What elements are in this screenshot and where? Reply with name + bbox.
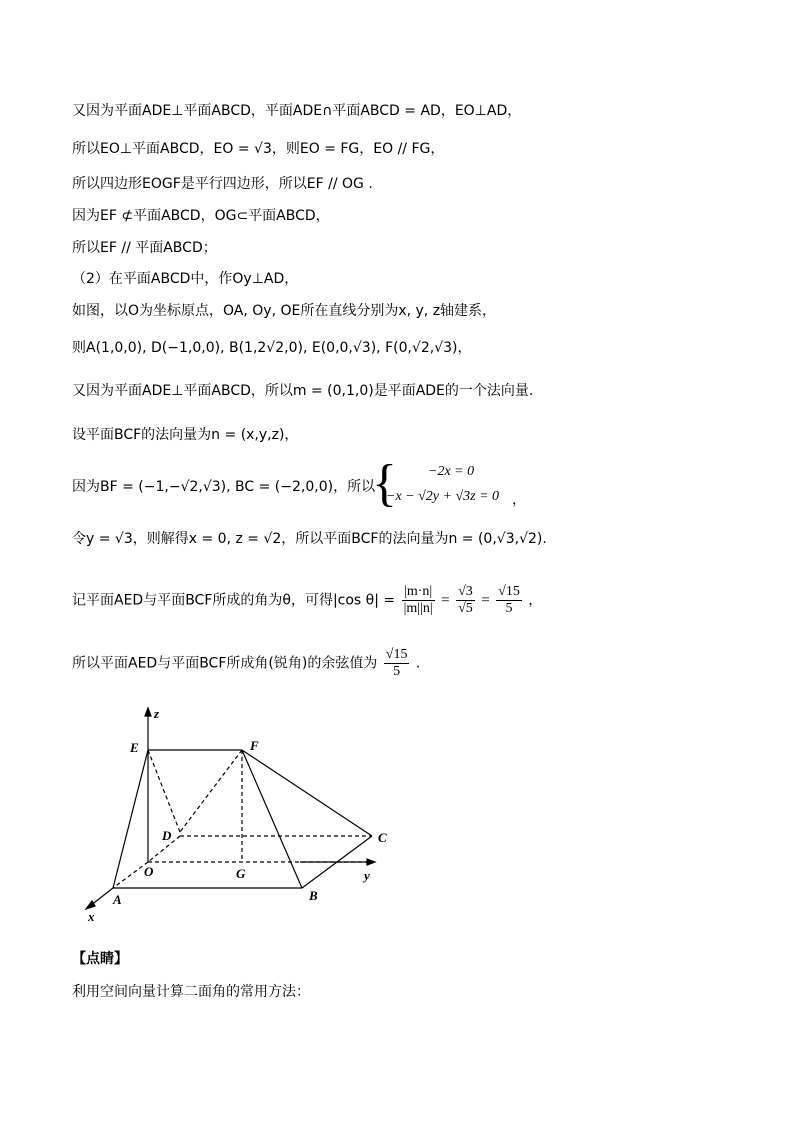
cos-text: 记平面AED与平面BCF所成的角为θ，可得|cos θ| = bbox=[72, 592, 396, 609]
text-line-1: 又因为平面ADE⊥平面ABCD，平面ADE∩平面ABCD = AD，EO⊥AD， bbox=[72, 103, 522, 119]
system-eq-2: −x − √2y + √3z = 0 bbox=[386, 489, 500, 504]
system-comma: ， bbox=[512, 493, 526, 508]
text-line-2: 所以EO⊥平面ABCD，EO = √3，则EO = FG，EO // FG， bbox=[72, 141, 445, 157]
label-O: O bbox=[144, 864, 154, 879]
fraction-result-den: 5 bbox=[505, 601, 513, 616]
edge-FD bbox=[180, 750, 242, 832]
label-B: B bbox=[309, 888, 318, 903]
fraction-root-num: √3 bbox=[458, 584, 473, 599]
fraction-dot-num: |m·n| bbox=[402, 584, 435, 601]
text-line-4: 因为EF ⊄平面ABCD，OG⊂平面ABCD， bbox=[72, 208, 330, 224]
label-z: z bbox=[154, 706, 160, 721]
axis-z-arrow bbox=[145, 708, 151, 716]
label-E: E bbox=[130, 740, 139, 755]
text-line-7: 如图，以O为坐标原点，OA, Oy, OE所在直线分别为x, y, z轴建系， bbox=[72, 303, 497, 319]
fraction-final-den: 5 bbox=[393, 664, 401, 679]
fraction-root-den: √5 bbox=[458, 601, 473, 616]
fraction-result-num: √15 bbox=[498, 584, 520, 599]
text-line-3: 所以四边形EOGF是平行四边形，所以EF // OG . bbox=[72, 176, 373, 192]
fraction-dot-den: |m||n| bbox=[403, 601, 433, 616]
text-line-9: 又因为平面ADE⊥平面ABCD，所以m = (0,1,0)是平面ADE的一个法向量. bbox=[72, 383, 534, 399]
text-line-14: 所以平面AED与平面BCF所成角(锐角)的余弦值为 $\frac{√15}{5}$ . bbox=[72, 647, 421, 679]
text-line-12: 令y = √3，则解得x = 0, z = √2，所以平面BCF的法向量为n = (0,√3,√2). bbox=[72, 531, 547, 547]
edge-EA bbox=[113, 750, 148, 888]
system-brace: { bbox=[372, 455, 397, 512]
text-line-5: 所以EF // 平面ABCD； bbox=[72, 240, 217, 256]
system-eq-1: −2x = 0 bbox=[428, 464, 475, 479]
axis-x-arrow bbox=[86, 901, 95, 909]
section-title: 【点睛】 bbox=[72, 951, 128, 967]
edge-FC bbox=[242, 750, 372, 836]
section-body: 利用空间向量计算二面角的常用方法： bbox=[72, 984, 310, 1000]
text-line-11: 因为BF = (−1,−√2,√3), BC = (−2,0,0)，所以 bbox=[72, 479, 376, 495]
text-line-8: 则A(1,0,0), D(−1,0,0), B(1,2√2,0), E(0,0,√3), F(0,√2,√3)， bbox=[72, 340, 472, 356]
label-y: y bbox=[364, 868, 370, 883]
edge-ED bbox=[148, 750, 180, 832]
fraction-final-num: √15 bbox=[385, 647, 408, 662]
edge-FB bbox=[242, 750, 302, 888]
label-G: G bbox=[236, 866, 246, 881]
label-C: C bbox=[378, 830, 387, 845]
text-line-6: （2）在平面ABCD中，作Oy⊥AD， bbox=[72, 271, 299, 287]
axis-y-arrow bbox=[367, 859, 375, 865]
final-text: 所以平面AED与平面BCF所成角(锐角)的余弦值为 bbox=[72, 655, 378, 672]
label-D: D bbox=[162, 828, 172, 843]
label-A: A bbox=[113, 892, 122, 907]
text-line-13: 记平面AED与平面BCF所成的角为θ，可得|cos θ| = $\frac{|m\cdot n|}{|m||n|}$ = $\frac{√3}{√5}$ = $\frac{√15}{5}$ ， bbox=[72, 584, 543, 616]
label-F: F bbox=[250, 738, 259, 753]
text-line-10: 设平面BCF的法向量为n = (x,y,z)， bbox=[72, 427, 299, 443]
label-x: x bbox=[88, 909, 95, 924]
